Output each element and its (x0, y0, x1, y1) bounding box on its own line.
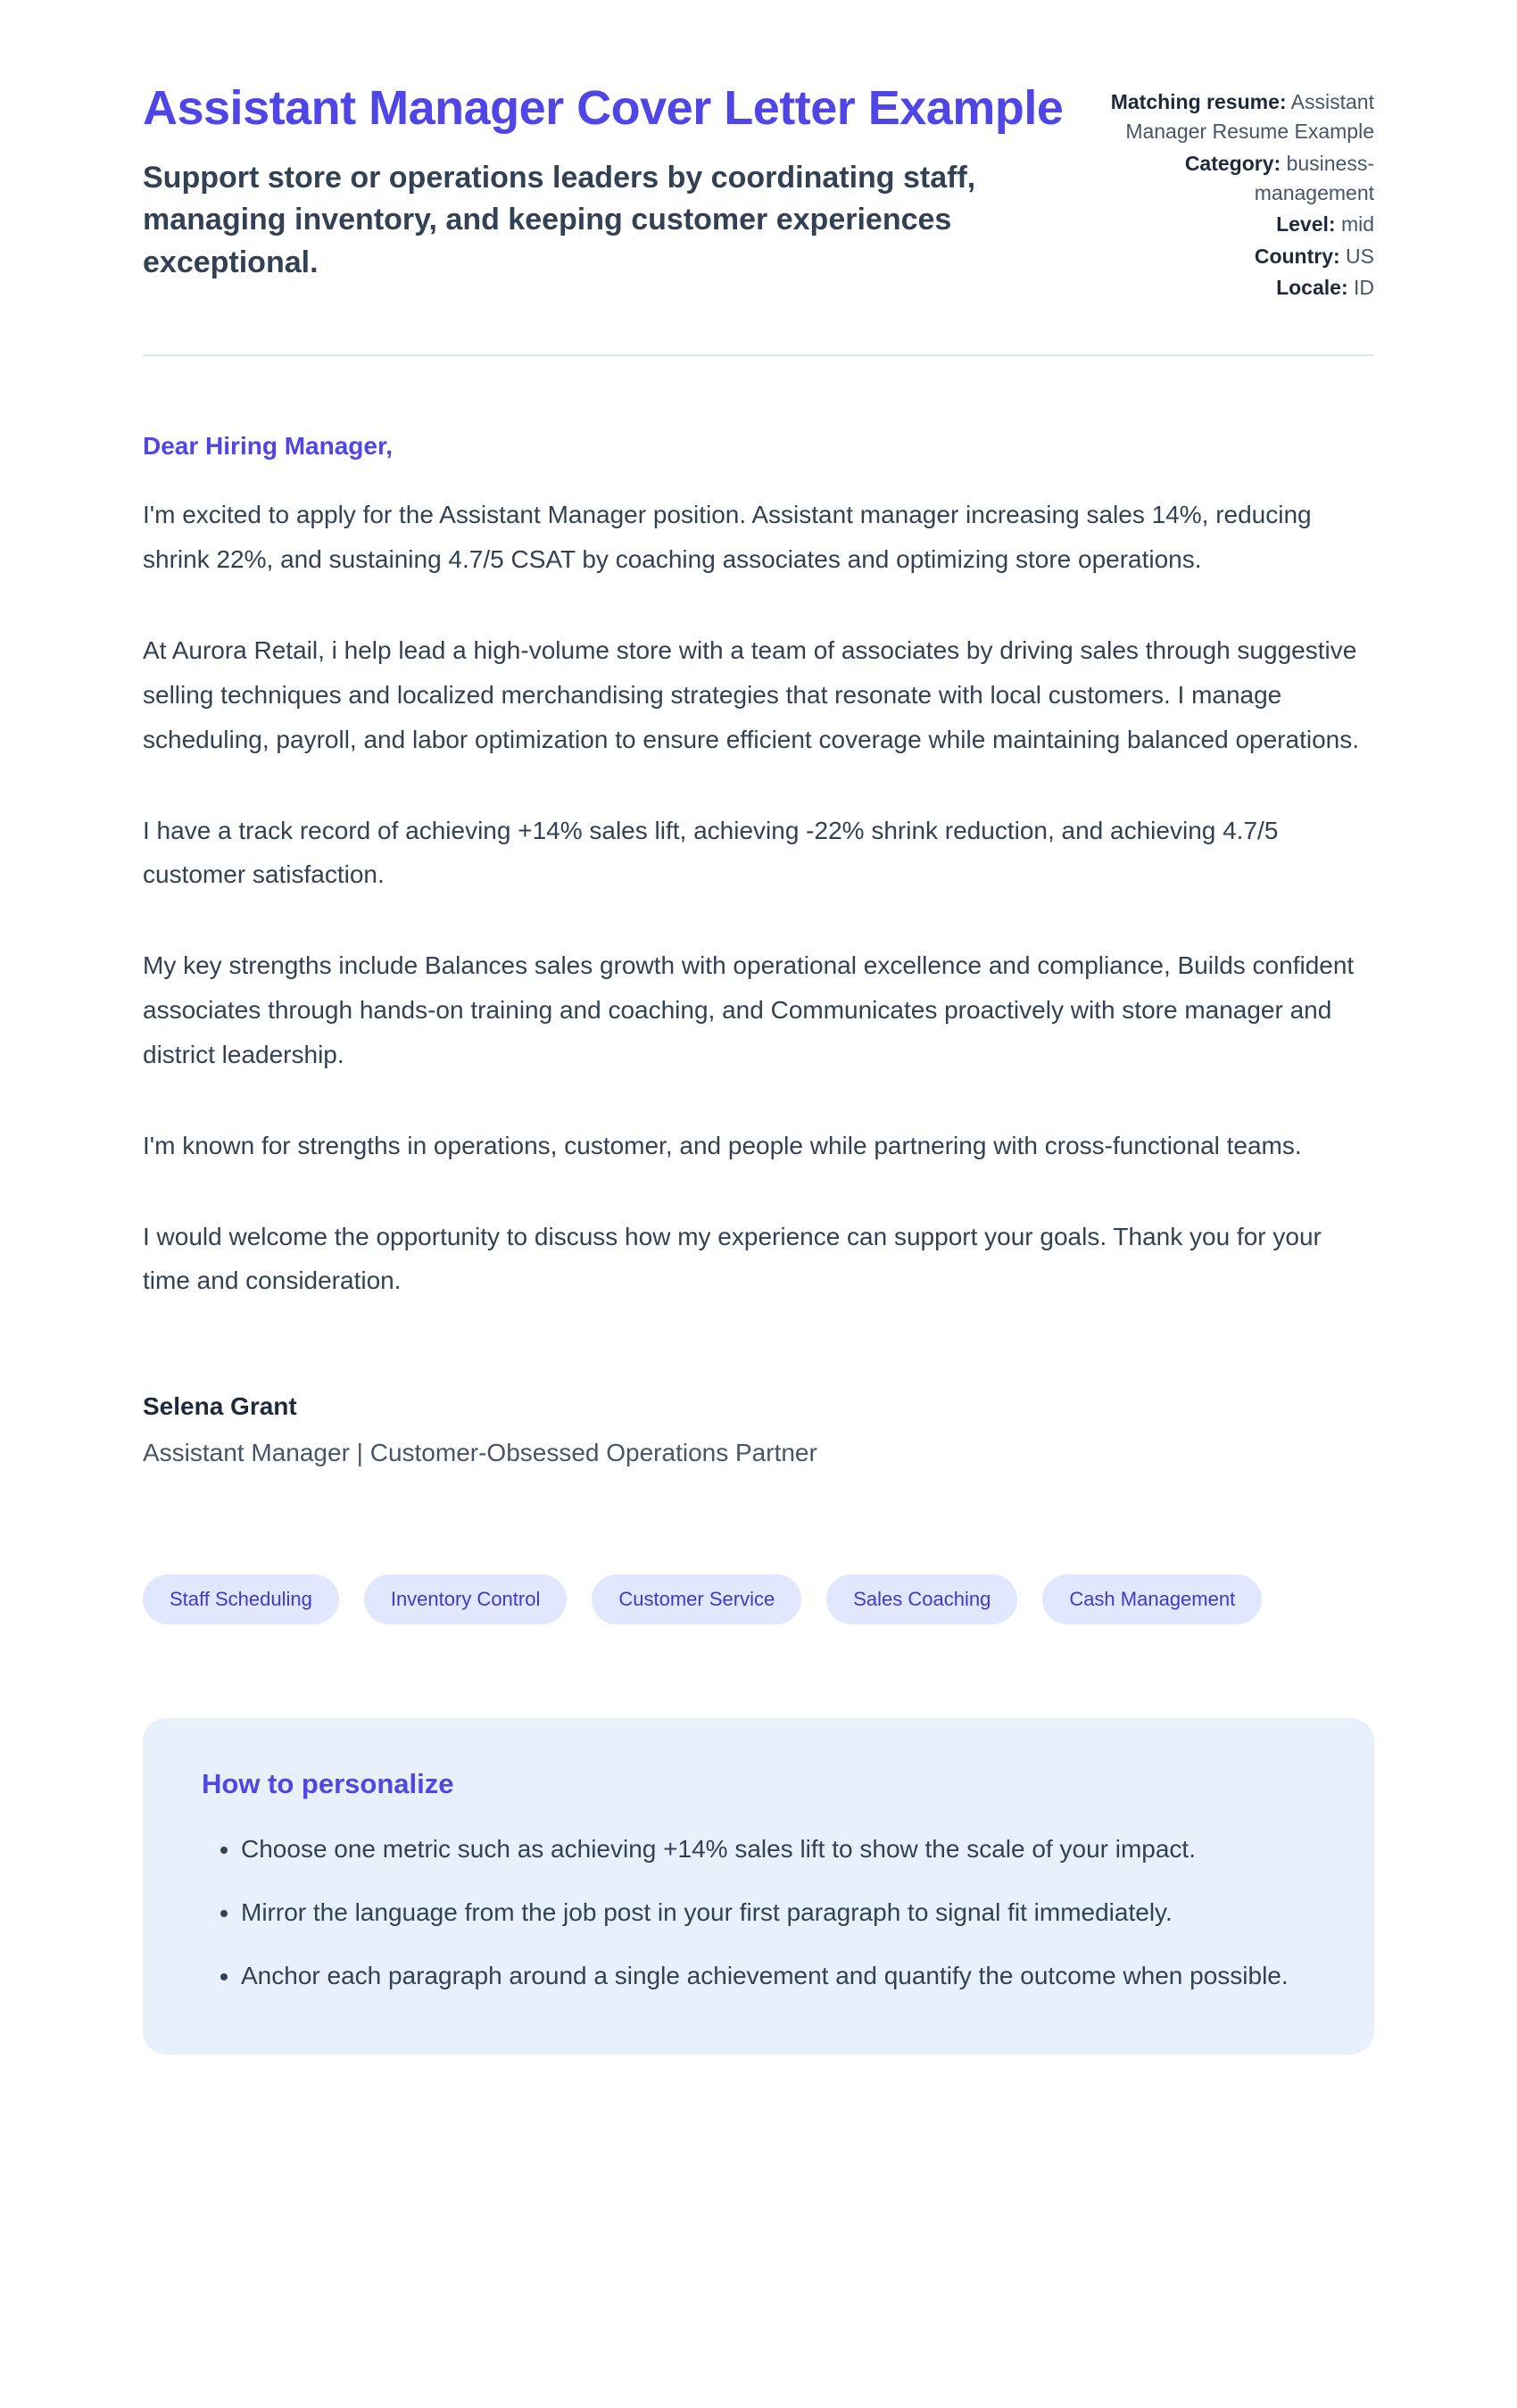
meta-label: Category: (1184, 151, 1281, 175)
signature-name: Selena Grant (143, 1392, 297, 1421)
cover-letter-body (143, 432, 1374, 1467)
meta-locale (1107, 273, 1374, 303)
letter-paragraph: I would welcome the opportunity to discuss how my experience can support your goals. Thank you for your time and consideration. (143, 1222, 1322, 1295)
meta-value: Assistant Manager Resume Example (1125, 90, 1374, 144)
header (143, 80, 1374, 304)
personalize-box (143, 1718, 1374, 2055)
meta-label: Country: (1254, 244, 1340, 268)
header-divider (143, 354, 1374, 356)
meta-label: Matching resume: (1110, 90, 1287, 113)
tag-staff-scheduling: Staff Scheduling (143, 1574, 339, 1624)
letter-paragraph: My key strengths include Balances sales growth with operational excellence and compliance, Builds confident associates through hands-on training and coaching, and Communicates proactively with store manager and district leadership. (143, 951, 1355, 1068)
meta-value: ID (1354, 276, 1374, 300)
skill-tag-list (143, 1574, 1374, 1624)
tag-customer-service: Customer Service (592, 1574, 801, 1624)
meta-label: Locale: (1276, 276, 1348, 300)
letter-paragraph: I'm known for strengths in operations, customer, and people while partnering with cross-functional teams. (143, 1131, 1302, 1159)
salutation: Dear Hiring Manager, (143, 432, 394, 461)
page (143, 0, 1374, 2162)
meta-value: mid (1340, 212, 1374, 237)
page-subtitle: Support store or operations leaders by coordinating staff, managing inventory, and keeping customer experiences exceptional. (143, 160, 976, 279)
meta-label: Level: (1276, 212, 1336, 237)
meta-country (1107, 242, 1374, 271)
meta-matching-resume (1107, 87, 1374, 147)
meta-level (1107, 210, 1374, 239)
signature-role: Assistant Manager | Customer-Obsessed Operations Partner (143, 1439, 817, 1467)
tag-cash-management: Cash Management (1042, 1574, 1262, 1624)
header-title-block (143, 80, 1089, 285)
personalize-tip: • Anchor each paragraph around a single achievement and quantify the outcome when possible. (241, 1954, 1315, 1997)
personalize-tip-list (202, 1827, 1315, 1997)
letter-paragraph: I'm excited to apply for the Assistant Manager position. Assistant manager increasing sales 14%, reducing shrink 22%, and sustaining 4.7/5 CSAT by coaching associates and optimizing store operations. (143, 501, 1312, 574)
letter-paragraph: I have a track record of achieving +14% sales lift, achieving -22% shrink reduction, and achieving 4.7/5 customer satisfaction. (143, 816, 1279, 889)
tag-sales-coaching: Sales Coaching (826, 1574, 1017, 1624)
personalize-tip: • Choose one metric such as achieving +14% sales lift to show the scale of your impact. (241, 1827, 1315, 1871)
meta-value: business-management (1254, 151, 1374, 205)
personalize-title: How to personalize (202, 1768, 454, 1800)
page-title: Assistant Manager Cover Letter Example (143, 81, 1064, 135)
meta-category (1107, 149, 1374, 209)
meta-value: US (1346, 244, 1374, 268)
letter-paragraph: At Aurora Retail, i help lead a high-volume store with a team of associates by driving sales through suggestive selling techniques and localized merchandising strategies that resonate with local customers. I manage scheduling, payroll, and labor optimization to ensure efficient coverage while maintaining balanced operations. (143, 636, 1359, 753)
tag-inventory-control: Inventory Control (364, 1574, 568, 1624)
meta-panel (1107, 80, 1374, 304)
personalize-tip: • Mirror the language from the job post in your first paragraph to signal fit immediately. (241, 1890, 1315, 1934)
